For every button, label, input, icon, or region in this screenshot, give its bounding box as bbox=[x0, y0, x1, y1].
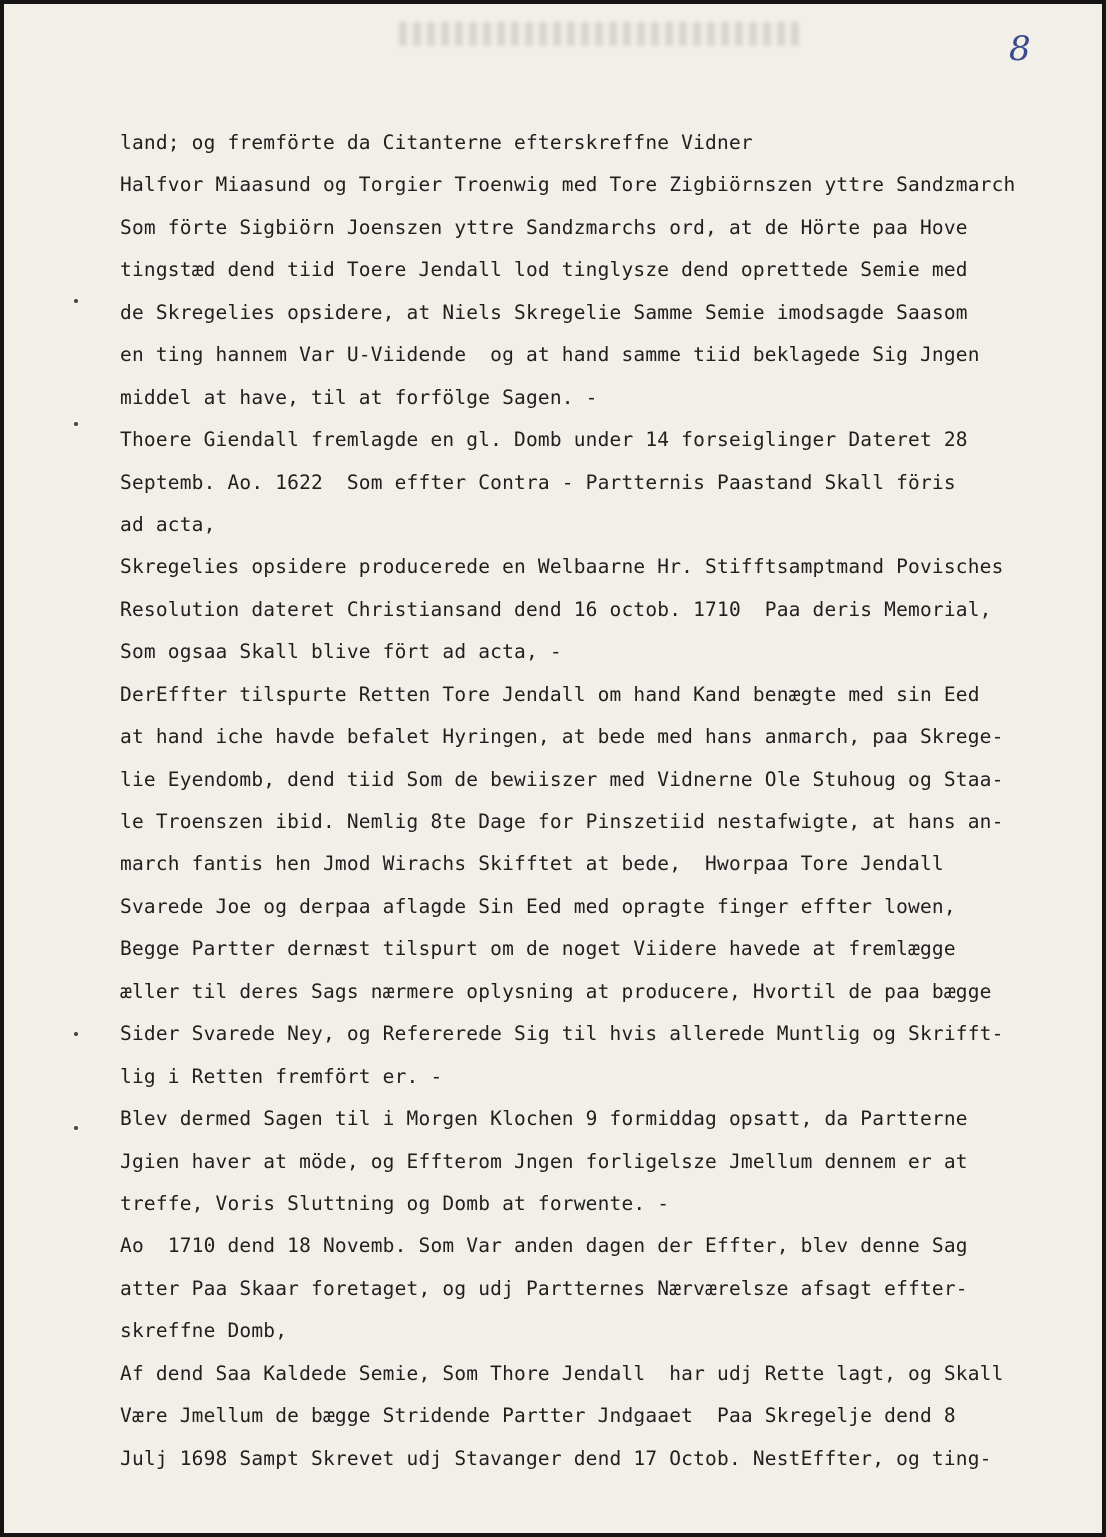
text-line: skreffne Domb, bbox=[120, 1319, 288, 1343]
text-line: lig i Retten fremfört er. - bbox=[120, 1064, 443, 1088]
text-line: Resolution dateret Christiansand dend 16 octob. 1710 Paa deris Memorial, bbox=[120, 597, 992, 621]
text-line: Som förte Sigbiörn Joenszen yttre Sandzmarchs ord, at de Hörte paa Hove bbox=[120, 215, 968, 239]
text-line: ad acta, bbox=[120, 512, 216, 536]
page-number: 8 bbox=[1009, 29, 1031, 69]
margin-mark bbox=[74, 1032, 78, 1036]
margin-mark bbox=[74, 299, 78, 303]
text-line: land; og fremförte da Citanterne efterskreffne Vidner bbox=[120, 131, 753, 154]
text-line: Af dend Saa Kaldede Semie, Som Thore Jendall har udj Rette lagt, og Skall bbox=[120, 1361, 1004, 1385]
text-line: tingstæd dend tiid Toere Jendall lod tinglysze dend oprettede Semie med bbox=[120, 258, 968, 282]
text-line: le Troenszen ibid. Nemlig 8te Dage for Pinszetiid nestafwigte, at hans an- bbox=[120, 810, 1004, 833]
typed-text-body bbox=[120, 122, 1085, 1480]
text-line: Ao 1710 dend 18 Novemb. Som Var anden dagen der Effter, blev denne Sag bbox=[120, 1234, 968, 1258]
text-line: lie Eyendomb, dend tiid Som de bewiiszer med Vidnerne Ole Stuhoug og Staa- bbox=[120, 767, 1004, 791]
text-line: DerEffter tilspurte Retten Tore Jendall om hand Kand benægte med sin Eed bbox=[120, 682, 980, 706]
text-line: middel at have, til at forfölge Sagen. - bbox=[120, 385, 598, 409]
text-line: at hand iche havde befalet Hyringen, at bede med hans anmarch, paa Skrege- bbox=[120, 725, 1004, 749]
text-line: Begge Partter dernæst tilspurt om de noget Viidere havede at fremlægge bbox=[120, 937, 956, 961]
margin-mark bbox=[74, 1126, 78, 1130]
text-line: æller til deres Sags nærmere oplysning at producere, Hvortil de paa bægge bbox=[120, 979, 992, 1003]
text-line: Skregelies opsidere producerede en Welbaarne Hr. Stifftsamptmand Povisches bbox=[120, 555, 1004, 579]
faded-header-bleedthrough bbox=[399, 22, 799, 46]
text-line: de Skregelies opsidere, at Niels Skregelie Samme Semie imodsagde Saasom bbox=[120, 300, 968, 324]
text-line: march fantis hen Jmod Wirachs Skifftet at bede, Hworpaa Tore Jendall bbox=[120, 852, 944, 876]
text-line: Julj 1698 Sampt Skrevet udj Stavanger dend 17 Octob. NestEffter, og ting- bbox=[120, 1446, 992, 1470]
text-line: Sider Svarede Ney, og Refererede Sig til hvis allerede Muntlig og Skrifft- bbox=[120, 1022, 1004, 1046]
text-line: Være Jmellum de bægge Stridende Partter Jndgaaet Paa Skregelje dend 8 bbox=[120, 1404, 956, 1428]
margin-mark bbox=[74, 422, 78, 426]
text-line: Halfvor Miaasund og Torgier Troenwig med Tore Zigbiörnszen yttre Sandzmarch bbox=[120, 173, 1016, 197]
text-line: Blev dermed Sagen til i Morgen Klochen 9 formiddag opsatt, da Partterne bbox=[120, 1107, 968, 1131]
text-line: Jgien haver at möde, og Effterom Jngen forligelsze Jmellum dennem er at bbox=[120, 1149, 968, 1173]
text-line: Thoere Giendall fremlagde en gl. Domb under 14 forseiglinger Dateret 28 bbox=[120, 428, 968, 452]
text-line: Som ogsaa Skall blive fört ad acta, - bbox=[120, 640, 562, 664]
text-line: Septemb. Ao. 1622 Som effter Contra - Partternis Paastand Skall föris bbox=[120, 470, 956, 494]
text-line: atter Paa Skaar foretaget, og udj Partternes Nærværelsze afsagt effter- bbox=[120, 1276, 968, 1300]
document-page bbox=[4, 4, 1102, 1533]
text-line: Svarede Joe og derpaa aflagde Sin Eed med opragte finger effter lowen, bbox=[120, 894, 956, 918]
text-line: en ting hannem Var U-Viidende og at hand samme tiid beklagede Sig Jngen bbox=[120, 343, 980, 367]
text-line: treffe, Voris Sluttning og Domb at forwente. - bbox=[120, 1191, 670, 1215]
